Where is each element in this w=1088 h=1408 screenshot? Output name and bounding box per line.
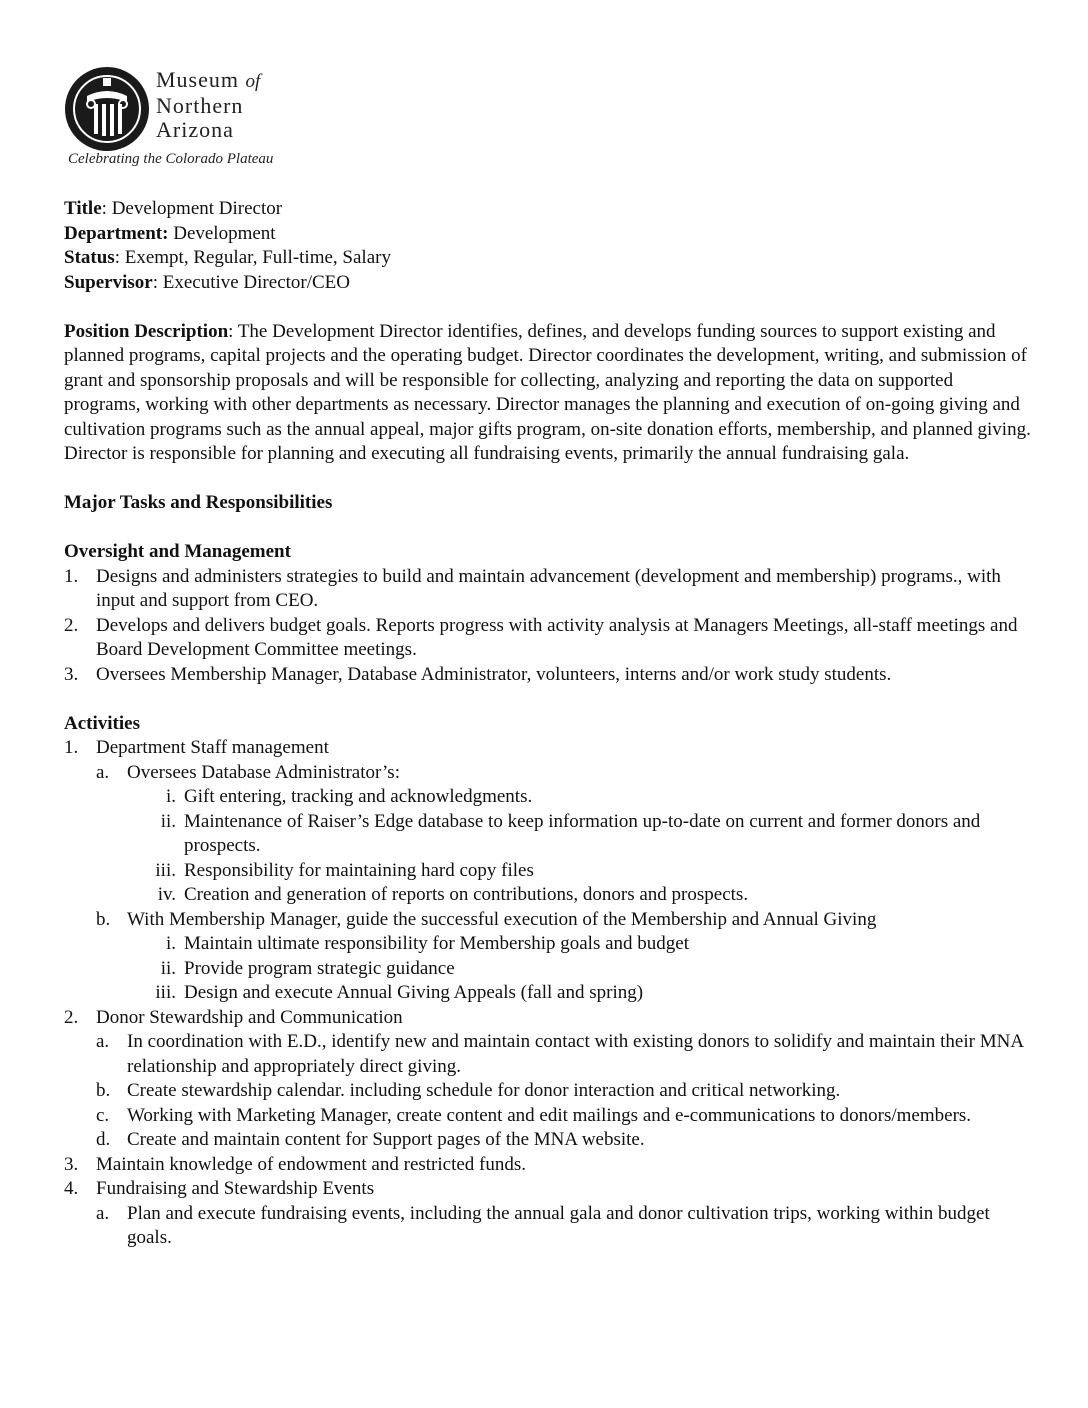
museum-logo [64,66,364,176]
list-item: a. Oversees Database Administrator’s: [96,761,400,783]
document-body [64,197,1034,1251]
position-description: Position Description: The Development Director identifies, defines, and develops funding sources to support existing and planned programs, capital projects and the operating budget. Director coordinates the development, writing, and submission of grant and sponsorship proposals and will be responsible for collecting, analyzing and reporting the data on supported programs, working with other departments as necessary. Director manages the planning and execution of on-going giving and cultivation programs such as the annual appeal, major gifts program, on-site donation efforts, membership, and planned giving. Director is responsible for planning and executing all fundraising events, primarily the annual fundraising gala. [64,320,1031,464]
list-item: 3. Maintain knowledge of endowment and restricted funds. [64,1153,527,1175]
meta-department: Department: Development [64,222,276,244]
list-item: 4. Fundraising and Stewardship Events [64,1178,375,1199]
museum-emblem-icon [64,66,150,152]
list-item: ii. Maintenance of Raiser’s Edge database to keep information up-to-date on current and former donors and prospects. [160,810,981,856]
list-item: 1. Department Staff management [64,737,329,758]
list-item: iii. Design and execute Annual Giving Appeals (fall and spring) [155,982,644,1003]
major-tasks-heading: Major Tasks and Responsibilities [64,492,333,513]
activities-heading: Activities [64,712,140,734]
meta-block [64,197,1034,295]
list-item: i. Gift entering, tracking and acknowledgments. [165,786,533,807]
meta-status: Status: Exempt, Regular, Full-time, Salary [64,247,391,268]
list-item: iv. Creation and generation of reports on contributions, donors and prospects. [157,884,749,905]
list-item: c. Working with Marketing Manager, create content and edit mailings and e-communications to donors/members. [96,1104,972,1126]
logo-wordmark: Museum of Northern Arizona [156,67,261,142]
oversight-heading: Oversight and Management [64,541,291,562]
list-item: iii. Responsibility for maintaining hard copy files [155,859,534,881]
list-item: b. Create stewardship calendar. including schedule for donor interaction and critical networking. [96,1080,841,1101]
list-item: a. In coordination with E.D., identify new and maintain contact with existing donors to solidify and maintain their MNA relationship and appropriately direct giving. [96,1031,1024,1077]
list-item: d. Create and maintain content for Support pages of the MNA website. [96,1129,645,1150]
list-item: ii. Provide program strategic guidance [160,957,455,979]
list-item: 3. Oversees Membership Manager, Database Administrator, volunteers, interns and/or work study students. [64,663,892,685]
logo-tagline: Celebrating the Colorado Plateau [68,151,274,167]
list-item: i. Maintain ultimate responsibility for Membership goals and budget [165,933,689,954]
list-item: 2. Donor Stewardship and Communication [64,1006,403,1028]
list-item: 1. Designs and administers strategies to build and maintain advancement (development and membership) programs., with input and support from CEO. [64,565,1001,611]
meta-supervisor: Supervisor: Executive Director/CEO [64,271,351,293]
meta-title: Title: Development Director [64,198,283,219]
list-item: a. Plan and execute fundraising events, including the annual gala and donor cultivation trips, working within budget goals. [96,1202,990,1248]
activities-list [64,736,1034,1251]
list-item: b. With Membership Manager, guide the successful execution of the Membership and Annual Giving [96,908,877,930]
oversight-list [64,565,1034,688]
list-item: 2. Develops and delivers budget goals. Reports progress with activity analysis at Managers Meetings, all-staff meetings and Board Development Committee meetings. [64,614,1018,660]
